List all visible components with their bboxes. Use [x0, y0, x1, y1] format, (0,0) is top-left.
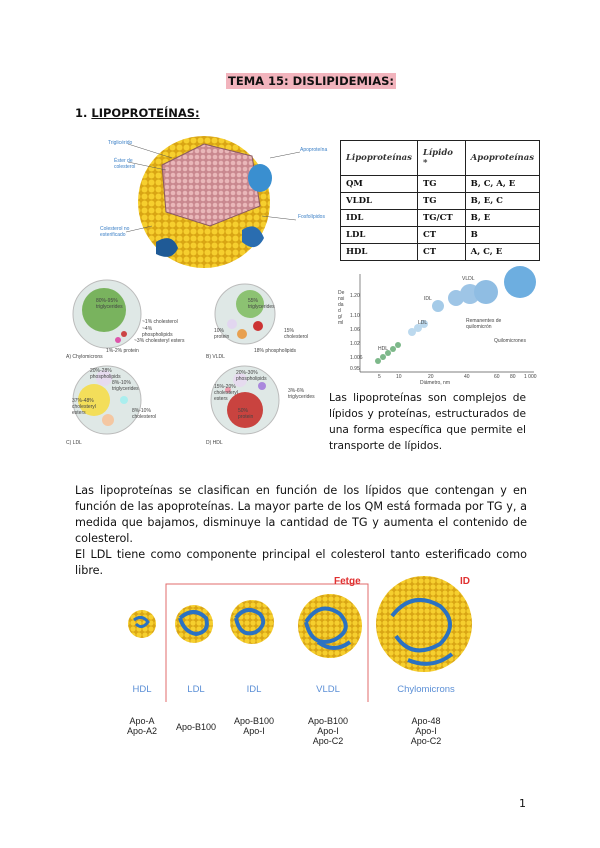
composition-dot [253, 321, 263, 331]
lipoprotein-structure-figure [92, 130, 322, 270]
table-cell: A, C, E [465, 244, 539, 261]
label-triglyceride: Triglicérido [108, 140, 133, 146]
table-cell: B, E, C [465, 193, 539, 210]
apo-list: Apo-B100 Apo-I [233, 716, 275, 736]
x-tick: 1 000 [524, 374, 537, 380]
column-header: Lipoproteínas [341, 141, 418, 176]
table-row [341, 227, 540, 244]
paragraph-classification: Las lipoproteínas se clasifican en función de los lípidos que contengan y en función de las apoproteínas. La mayor parte de los QM está formada por TG y, a medida que bajamos, disminuye la cantidad de TG y aumenta el contenido de colesterol. [75, 484, 527, 545]
label-phospholipids: Fosfolípidos [298, 214, 325, 220]
hdl-particle [128, 610, 156, 638]
panel-a-note: ~4% phospholipids [142, 326, 173, 338]
apoprotein-shape [248, 164, 272, 192]
particle-name: VLDL [316, 684, 340, 695]
particle-name: Chylomicrons [397, 684, 455, 695]
density-diameter-chart [338, 266, 538, 386]
panel-d-core-label: 50% protein [238, 408, 254, 420]
data-point [395, 342, 401, 348]
panel-c-caption: C) LDL [66, 440, 82, 446]
panel-d-caption: D) HDL [206, 440, 223, 446]
id-label: ID [460, 576, 470, 587]
composition-dot [237, 329, 247, 339]
composition-dot [120, 396, 128, 404]
x-tick: 5 [378, 374, 381, 380]
x-tick: 60 [494, 374, 500, 380]
panel-a-note: 1%-2% protein [106, 348, 139, 354]
composition-dot [115, 337, 121, 343]
table-cell: CT [417, 244, 465, 261]
panel-a-note: ~1% cholesterol [142, 319, 178, 325]
label-free-cholesterol: Colesterol no esterificado [100, 226, 130, 238]
particle-name: HDL [132, 684, 152, 695]
chart-label-remnants: Remanentes de quilomicrón [466, 318, 502, 330]
lipoprotein-sizes-figure [118, 572, 478, 702]
panel-d-note: 15%-20% cholesteryl esters [214, 384, 238, 402]
x-tick: 10 [396, 374, 402, 380]
table-row [341, 176, 540, 193]
section-title: LIPOPROTEÍNAS: [91, 106, 200, 120]
panel-b-core-label: 55% triglycerides [248, 298, 275, 310]
chart-label-vldl: VLDL [462, 276, 475, 282]
data-point [474, 280, 498, 304]
y-tick: 1.02 [350, 341, 360, 347]
composition-dot [258, 382, 266, 390]
chart-label-ldl: LDL [418, 320, 428, 326]
chart-label-hdl: HDL [378, 346, 389, 352]
idl-point [432, 300, 444, 312]
x-tick: 80 [510, 374, 516, 380]
panel-c-note: 8%-10% cholesterol [132, 408, 157, 420]
vldl-series [448, 280, 498, 306]
table-header-row [341, 141, 540, 176]
apo-list: Apo-B100 Apo-I Apo-C2 [307, 716, 349, 746]
table-cell: B [465, 227, 539, 244]
panel-a-core-label: 80%-95% triglycerides [96, 298, 123, 310]
y-tick: 1.06 [350, 327, 360, 333]
data-point [380, 354, 386, 360]
chart-ylabel: Densidad g/ml [338, 290, 345, 326]
table-cell: IDL [341, 210, 418, 227]
label-apoprotein: Apoproteína [300, 147, 328, 153]
x-tick: 20 [428, 374, 434, 380]
y-tick: 1.10 [350, 313, 360, 319]
apo-list: Apo-B100 [175, 722, 217, 732]
section-heading [75, 106, 200, 120]
table-cell: TG [417, 193, 465, 210]
table-row [341, 210, 540, 227]
table-cell: QM [341, 176, 418, 193]
chylomicron-core [82, 288, 126, 332]
chylomicron-particle [376, 576, 472, 672]
apo-list: Apo-48 Apo-I Apo-C2 [410, 716, 442, 746]
page-title: TEMA 15: DISLIPIDEMIAS: [228, 74, 394, 88]
chart-label-chylomicrons: Quilomicrones [494, 338, 526, 344]
paragraph-ldl: El LDL tiene como componente principal el colesterol tanto esterificado como libre. [75, 548, 527, 577]
panel-b-note: 18% phospholipids [254, 348, 296, 354]
panel-b-note: 15% cholesterol [284, 328, 309, 340]
label-cholesteryl-ester: Éster de colesterol [114, 158, 136, 170]
chart-label-idl: IDL [424, 296, 432, 302]
table-cell: CT [417, 227, 465, 244]
table-cell: B, C, A, E [465, 176, 539, 193]
panel-c-note: 8%-10% triglycerides [112, 380, 139, 392]
table-cell: LDL [341, 227, 418, 244]
composition-dot [102, 414, 114, 426]
column-header: Apoproteínas [465, 141, 539, 176]
chart-xlabel: Diámetro, nm [420, 380, 451, 386]
leader-line [270, 152, 300, 158]
panel-d-note: 20%-30% phospholipids [236, 370, 267, 382]
table-cell: B, E [465, 210, 539, 227]
data-point [390, 346, 396, 352]
table-cell: TG [417, 176, 465, 193]
panel-c-note: 20%-28% phospholipids [90, 368, 121, 380]
table-cell: TG/CT [417, 210, 465, 227]
section-number: 1. [75, 106, 88, 120]
side-description: Las lipoproteínas son complejos de lípidos y proteínas, estructurados de una forma específica que permite el transporte de lípidos. [329, 392, 526, 452]
particle-name: LDL [187, 684, 205, 695]
particle-name: IDL [246, 684, 262, 695]
table-row [341, 193, 540, 210]
apo-list: Apo-A Apo-A2 [126, 716, 158, 736]
panel-b-caption: B) VLDL [206, 354, 225, 360]
fetge-label: Fetge [334, 576, 361, 587]
lipoprotein-table [340, 140, 540, 261]
table-cell: VLDL [341, 193, 418, 210]
y-tick: 0.95 [350, 366, 360, 372]
x-tick: 40 [464, 374, 470, 380]
panel-c-core-label: 37%-48% cholesteryl esters [72, 398, 96, 416]
column-header: Lípido * [417, 141, 465, 176]
composition-dot [121, 331, 127, 337]
table-row [341, 244, 540, 261]
page-number: 1 [519, 797, 526, 810]
y-tick: 1.006 [350, 355, 363, 361]
panel-b-note: 10% protein [214, 328, 230, 340]
chylomicron-point [504, 266, 536, 298]
data-point [375, 358, 381, 364]
panel-a-note: ~3% cholesteryl esters [134, 338, 185, 344]
table-cell: HDL [341, 244, 418, 261]
panel-d-note: 3%-6% triglycerides [288, 388, 315, 400]
y-tick: 1.20 [350, 293, 360, 299]
panel-a-caption: A) Chylomicrons [66, 354, 103, 360]
